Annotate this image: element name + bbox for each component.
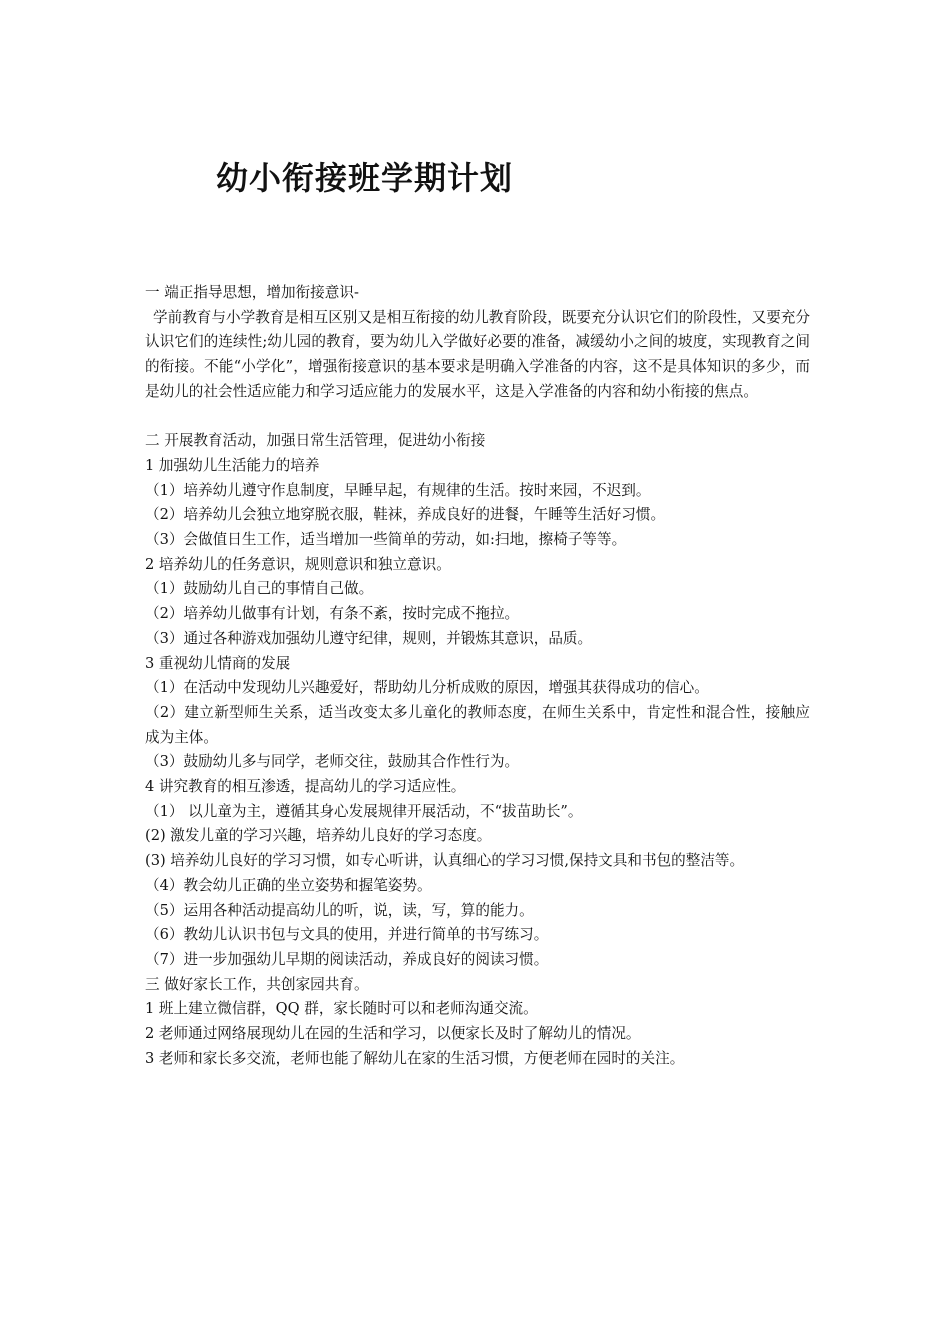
list-item: 1 班上建立微信群，QQ 群，家长随时可以和老师沟通交流。 [145,1000,538,1018]
list-item: （3）鼓励幼儿多与同学，老师交往，鼓励其合作性行为。 [145,753,520,771]
list-item: 2 老师通过网络展现幼儿在园的生活和学习，以便家长及时了解幼儿的情况。 [145,1025,641,1043]
list-item: （1） 以儿童为主，遵循其身心发展规律开展活动，不“拔苗助长”。 [145,802,583,820]
list-item: （1）鼓励幼儿自己的事情自己做。 [145,580,374,598]
list-item: （6）教幼儿认识书包与文具的使用，并进行简单的书写练习。 [145,926,549,944]
list-item: 3 老师和家长多交流，老师也能了解幼儿在家的生活习惯，方便老师在园时的关注。 [145,1049,685,1067]
paragraph-intro: 学前教育与小学教育是相互区别又是相互衔接的幼儿教育阶段，既要充分认识它们的阶段性，又要充分认识它们的连续性;幼儿园的教育，要为幼儿入学做好必要的准备，减缓幼小之间的坡度，实现教育之间的衔接。不能“小学化”，增强衔接意识的基本要求是明确入学准备的内容，这不是具体知识的多少，而是幼儿的社会性适应能力和学习适应能力的发展水平，这是入学准备的内容和幼小衔接的焦点。 [145,308,810,400]
list-item: （4）教会幼儿正确的坐立姿势和握笔姿势。 [145,876,432,894]
list-item: （1）在活动中发现幼儿兴趣爱好，帮助幼儿分析成败的原因，增强其获得成功的信心。 [145,679,709,697]
list-item: （2）培养幼儿做事有计划，有条不紊，按时完成不拖拉。 [145,605,520,623]
list-item: （3）会做值日生工作，适当增加一些简单的劳动，如:扫地，擦椅子等等。 [145,531,627,549]
list-item: (2) 激发儿童的学习兴趣，培养幼儿良好的学习态度。 [145,827,492,845]
subheading-2: 2 培养幼儿的任务意识，规则意识和独立意识。 [145,555,451,573]
document-title: 幼小衔接班学期计划 [216,159,514,197]
list-item: （7）进一步加强幼儿早期的阅读活动，养成良好的阅读习惯。 [145,950,549,968]
list-item: （2）建立新型师生关系，适当改变太多儿童化的教师态度，在师生关系中，肯定性和混合性，接触应成为主体。 [145,703,810,746]
section-heading-2: 二 开展教育活动，加强日常生活管理，促进幼小衔接 [145,432,486,450]
section-heading-3: 三 做好家长工作，共创家园共育。 [145,975,369,993]
subheading-1: 1 加强幼儿生活能力的培养 [145,456,320,474]
subheading-3: 3 重视幼儿情商的发展 [145,654,291,672]
section-heading-1: 一 端正指导思想，增加衔接意识- [145,284,359,301]
list-item: （1）培养幼儿遵守作息制度，早睡早起，有规律的生活。按时来园，不迟到。 [145,481,651,499]
list-item: (3) 培养幼儿良好的学习习惯，如专心听讲，认真细心的学习习惯,保持文具和书包的整洁等。 [145,852,745,870]
list-item: （2）培养幼儿会独立地穿脱衣服，鞋袜，养成良好的进餐，午睡等生活好习惯。 [145,506,666,524]
subheading-4: 4 讲究教育的相互渗透，提高幼儿的学习适应性。 [145,778,466,796]
document-body [145,281,810,1071]
list-item: （3）通过各种游戏加强幼儿遵守纪律，规则，并锻炼其意识，品质。 [145,629,593,647]
list-item: （5）运用各种活动提高幼儿的听，说，读，写，算的能力。 [145,901,534,919]
blank-line [145,405,810,430]
